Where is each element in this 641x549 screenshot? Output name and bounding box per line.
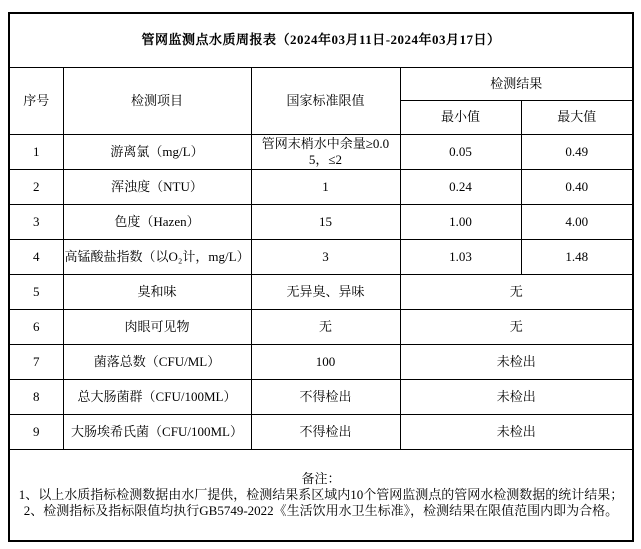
standard-limit: 3 [251,239,400,274]
row-index: 3 [9,204,63,239]
row-index: 4 [9,239,63,274]
table-row [9,344,633,379]
max-value: 0.40 [521,169,633,204]
item-name: 肉眼可见物 [63,309,251,344]
table-row [9,204,633,239]
merged-result-value: 无 [400,309,633,344]
row-index: 1 [9,134,63,169]
table-row [9,274,633,309]
item-name: 臭和味 [63,274,251,309]
min-value: 1.00 [400,204,521,239]
merged-result-value: 未检出 [400,414,633,449]
notes-label: 备注： [301,470,341,486]
standard-limit: 100 [251,344,400,379]
item-name: 高锰酸盐指数（以O₂计，mg/L） [63,239,251,274]
table-row [9,309,633,344]
item-name: 菌落总数（CFU/ML） [63,344,251,379]
row-index: 6 [9,309,63,344]
row-index: 2 [9,169,63,204]
merged-result-value: 未检出 [400,379,633,414]
table-row [9,134,633,169]
min-value: 0.24 [400,169,521,204]
notes-line-1: 1、以上水质指标检测数据由水厂提供，检测结果系区域内10个管网监测点的管网水检测数据的统计结果； [18,486,624,502]
standard-limit: 不得检出 [251,379,400,414]
table-row [9,169,633,204]
standard-limit: 15 [251,204,400,239]
max-value: 4.00 [521,204,633,239]
item-name: 游离氯（mg/L） [63,134,251,169]
min-value: 0.05 [400,134,521,169]
item-name: 色度（Hazen） [63,204,251,239]
standard-limit: 无异臭、异味 [251,274,400,309]
page-title: 管网监测点水质周报表（2024年03月11日-2024年03月17日） [9,13,633,67]
header-min: 最小值 [400,100,521,134]
table-row [9,414,633,449]
item-name: 大肠埃希氏菌（CFU/100ML） [63,414,251,449]
header-standard: 国家标准限值 [251,67,400,134]
standard-limit: 不得检出 [251,414,400,449]
max-value: 0.49 [521,134,633,169]
row-index: 8 [9,379,63,414]
item-name: 浑浊度（NTU） [63,169,251,204]
header-result-group: 检测结果 [400,67,633,100]
item-name: 总大肠菌群（CFU/100ML） [63,379,251,414]
standard-limit: 无 [251,309,400,344]
standard-limit: 管网末梢水中余量≥0.05，≤2 [251,134,400,169]
row-index: 9 [9,414,63,449]
row-index: 7 [9,344,63,379]
max-value: 1.48 [521,239,633,274]
standard-limit: 1 [251,169,400,204]
title-row [9,13,633,67]
header-max: 最大值 [521,100,633,134]
header-index: 序号 [9,67,63,134]
table-row [9,379,633,414]
header-row-top [9,67,633,100]
min-value: 1.03 [400,239,521,274]
merged-result-value: 无 [400,274,633,309]
notes-cell [9,449,633,541]
notes-row [9,449,633,541]
merged-result-value: 未检出 [400,344,633,379]
notes-line-2: 2、检测指标及指标限值均执行GB5749-2022《生活饮用水卫生标准》，检测结果在限值范围内即为合格。 [23,502,619,518]
header-item: 检测项目 [63,67,251,134]
row-index: 5 [9,274,63,309]
water-quality-table [8,12,634,542]
table-row [9,239,633,274]
